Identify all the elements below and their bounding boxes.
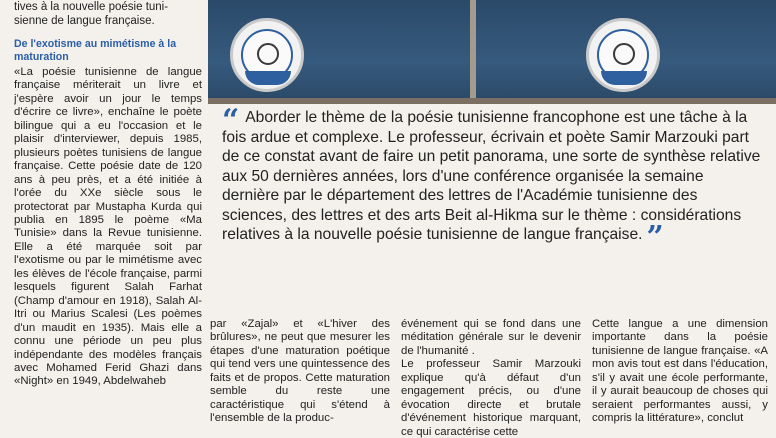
photo-floor [208,98,776,104]
article-column-4 [592,318,768,438]
column-3-paragraph-1: événement qui se fond dans une méditation générale sur le devenir de l'humanité . [401,318,581,357]
conference-photo [208,0,776,104]
beit-al-hikma-emblem-icon [586,18,660,92]
article-column-2 [210,318,390,438]
left-paragraph: «La poésie tunisienne de langue française mériterait un livre et j'espère avoir un jour le temps d'écrire ce livre», enchaîne le poète bilingue qui a eu l'occasion et le plaisir d'interviewer, depuis 1985, plusieurs poètes tunisiens de langue française. Cette poésie date de 120 ans à peu près, et a été initiée à l'orée du XXe siècle sous le protectorat par Mustapha Kurda qui publia en 1895 le poème «Ma Tunisie» dans la Revue tunisienne. Elle a été marquée soit par l'exotisme ou par le mimétisme avec les élèves de l'école française, parmi lesquels figurent Salah Farhat (Champ d'amour en 1918), Salah Al-Itri ou Marius Scalesi (Les poèmes d'un maudit en 1935). Mais elle a connu une période un peu plus indépendante des modèles français avec Mohamed Ferid Ghazi dans «Night» en 1949, Abdelwaheb [14,66,202,388]
close-quote-icon: ” [646,220,664,256]
article-fragment: tives à la nouvelle poésie tuni- sienne de langue française. [14,1,169,27]
column-4-text: Cette langue a une dimension importante dans la poésie tunisienne de langue française. «A mon avis tout est dans l'éducation, s'il y avait une école performante, il y aurait beaucoup de choses qui seraient performantes aussi, y compris la littérature», conclut [592,318,768,425]
left-column [14,0,202,438]
open-quote-icon: “ [222,103,240,138]
article-column-3 [401,318,581,438]
column-3-paragraph-2: Le professeur Samir Marzouki explique qu'à défaut d'un engagement précis, ou d'une évocation directe et brutale d'événement historique marquant, ce qui caractérise cette [401,358,581,438]
lead-quote-text: Aborder le thème de la poésie tunisienne francophone est une tâche à la fois ardue et complexe. Le professeur, écrivain et poète Samir Marzouki part de ce constat avant de faire un petit panorama, une sorte de synthèse relative aux 50 dernières années, lors d'une conférence organisée la semaine dernière par le département des lettres de l'Académie tunisienne des sciences, des lettres et des arts Beit al-Hikma sur le thème : considérations relatives à la nouvelle poésie tunisienne de langue française. [222,109,761,244]
beit-al-hikma-emblem-icon [230,18,304,92]
column-2-text: par «Zajal» et «L'hiver des brûlures», ne peut que mesurer les étapes d'une maturation poétique qui tend vers une quintessence des faits et de propos. Cette maturation semble du reste une caractéristique qui s'étend à l'ensemble de la produc- [210,318,390,425]
lead-quote [222,103,762,256]
section-subhead: De l'exotisme au mimétisme à la maturation [14,38,177,63]
